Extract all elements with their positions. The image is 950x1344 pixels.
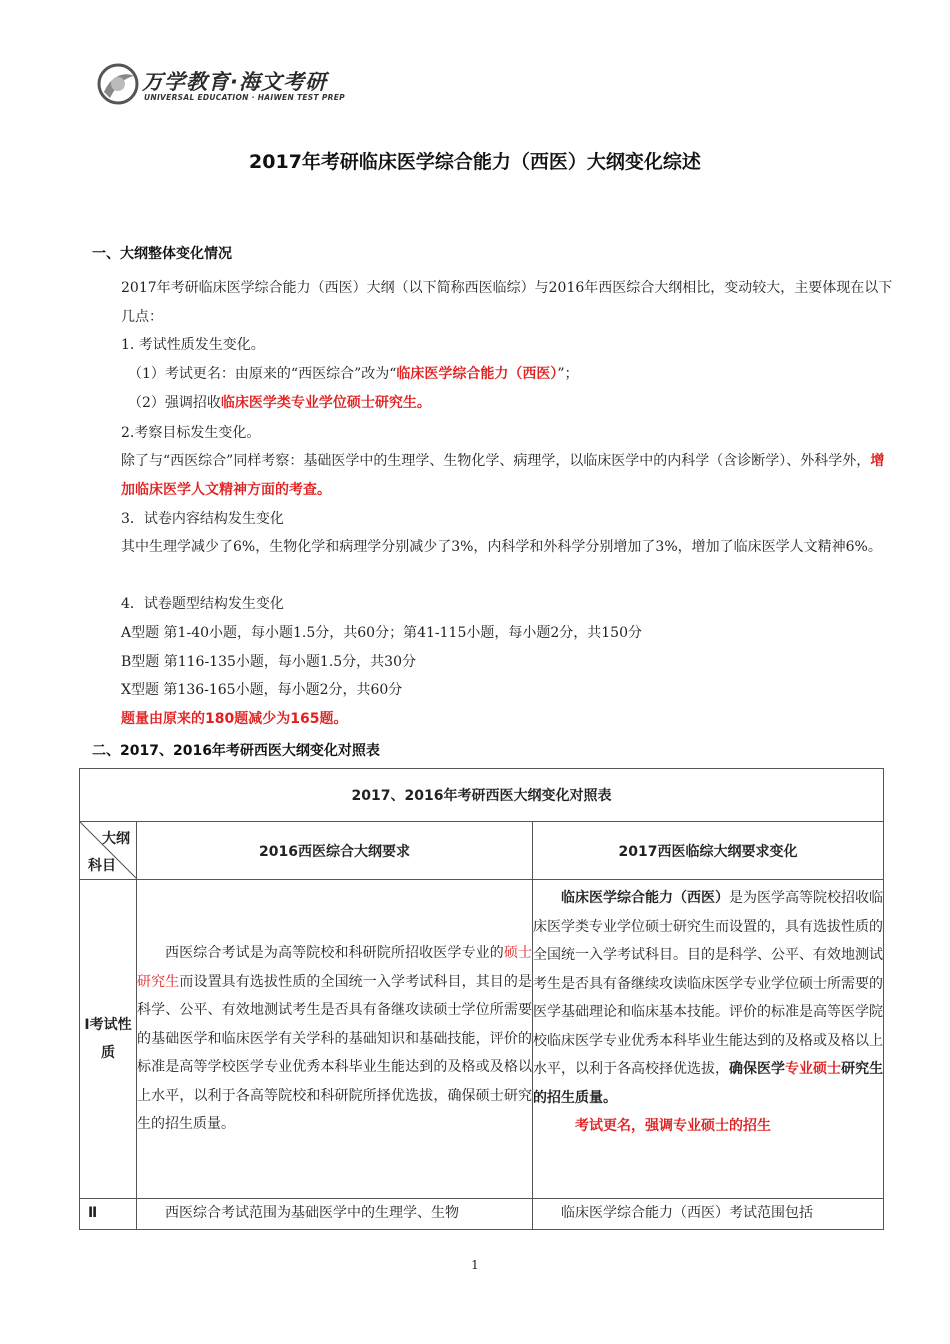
type-x-line: X型题 第136-165小题，每小题2分，共60分	[121, 682, 403, 698]
item1-2-line	[92, 389, 900, 418]
row-label-scope: Ⅱ	[80, 1199, 137, 1230]
item1-1-pre: （1）考试更名：由原来的“西医综合”改为“	[128, 366, 397, 382]
c2017-highlight: 专业硕士	[785, 1061, 842, 1077]
item3-line: 3．试卷内容结构发生变化	[121, 511, 284, 527]
table-row	[80, 1199, 884, 1230]
item2-highlight: 增加临床医学人文精神方面的考查。	[121, 453, 885, 498]
item1-1-line	[92, 360, 900, 389]
cell-2017-exam-nature	[533, 880, 884, 1199]
section1-heading: 一、大纲整体变化情况	[92, 246, 232, 262]
cell-2016-scope: 西医综合考试范围为基础医学中的生理学、生物	[137, 1199, 533, 1230]
page-number: 1	[471, 1258, 479, 1272]
logo-text-cn: 万学教育·海文考研	[142, 70, 327, 94]
item4-line: 4．试卷题型结构发生变化	[121, 596, 284, 612]
section2-heading: 二、2017、2016年考研西医大纲变化对照表	[92, 743, 380, 759]
c2017-bold: 临床医学综合能力（西医）	[561, 890, 730, 906]
diagonal-header-cell	[80, 822, 137, 880]
c2017-note: 考试更名，强调专业硕士的招生	[575, 1118, 771, 1134]
type-a-line: A型题 第1-40小题，每小题1.5分，共60分；第41-115小题，每小题2分，共150分	[121, 625, 642, 641]
logo-mark-icon	[96, 62, 140, 106]
cell-2017-scope: 临床医学综合能力（西医）考试范围包括	[533, 1199, 884, 1230]
summary-line	[92, 705, 893, 734]
item1-2-highlight: 临床医学类专业学位硕士研究生。	[220, 395, 431, 411]
item2-line: 2.考察目标发生变化。	[121, 425, 261, 441]
document-title: 2017年考研临床医学综合能力（西医）大纲变化综述	[249, 151, 701, 173]
brand-logo	[96, 62, 356, 110]
c2016-text-a: 西医综合考试是为高等院校和科研院所招收医学专业的	[165, 945, 504, 962]
col-header-2016: 2016西医综合大纲要求	[137, 822, 533, 880]
comparison-table	[79, 768, 884, 1230]
item1-1-highlight: 临床医学综合能力（西医）	[396, 366, 558, 382]
c2017-bold-b1: 确保医学	[729, 1061, 786, 1077]
c2016-text-b: 而设置具有选拔性质的全国统一入学考试科目，其目的是科学、公平、有效地测试考生是否具有备继攻读硕士学位所需要的基础医学和临床医学有关学科的基础知识和基础技能，评价的标准是高等学校医学专业优秀本科毕业生能达到的及格或及格以上水平，以利于各高等院校和科研院所择优选拔，确保硕士研究生的招生质量。	[137, 973, 533, 1133]
item2-text	[92, 447, 893, 504]
table-caption: 2017、2016年考研西医大纲变化对照表	[80, 769, 884, 822]
c2017-text-a: 是为医学高等院校招收临床医学类专业学位硕士研究生而设置的，具有选拔性质的全国统一入学考试科目。目的是科学、公平、有效地测试考生是否具有备继续攻读临床医学专业学位硕士所需要的医学基础理论和临床基本技能。评价的标准是高等医学院校临床医学专业优秀本科毕业生能达到的及格或及格以上水平，以利于各高校择优选拔，	[533, 890, 884, 1077]
diag-top-label: 大纲	[102, 831, 130, 847]
type-b-line: B型题 第116-135小题，每小题1.5分，共30分	[121, 654, 416, 670]
c2016-highlight: 硕士研究生	[137, 945, 533, 990]
summary-highlight: 题量由原来的180题减少为165题。	[121, 711, 348, 727]
item1-1-post: ”；	[557, 366, 579, 382]
row-label-exam-nature: Ⅰ考试性质	[80, 880, 137, 1199]
diag-bottom-label: 科目	[88, 858, 116, 874]
table-caption-row	[80, 769, 884, 822]
section1-intro	[92, 274, 893, 331]
item1-2-pre: （2）强调招收	[128, 395, 221, 411]
item2-body: 除了与“西医综合”同样考察：基础医学中的生理学、生物化学、病理学，以临床医学中的内科学（含诊断学）、外科学外，	[121, 453, 871, 469]
c2017-bold-b2: 研究生的招生质量。	[533, 1061, 884, 1106]
item1-line: 1. 考试性质发生变化。	[121, 337, 265, 353]
intro-text: 2017年考研临床医学综合能力（西医）大纲（以下简称西医临综）与2016年西医综合大纲相比，变动较大，主要体现在以下几点：	[121, 280, 893, 325]
item3-text: 其中生理学减少了6%，生物化学和病理学分别减少了3%，内科学和外科学分别增加了3%，增加了临床医学人文精神6%。	[121, 539, 882, 555]
col-header-2017: 2017西医临综大纲要求变化	[533, 822, 884, 880]
table-header-row	[80, 822, 884, 880]
cell-2016-exam-nature	[137, 880, 533, 1199]
logo-text-en: UNIVERSAL EDUCATION · HAIWEN TEST PREP	[144, 93, 345, 102]
table-row	[80, 880, 884, 1199]
